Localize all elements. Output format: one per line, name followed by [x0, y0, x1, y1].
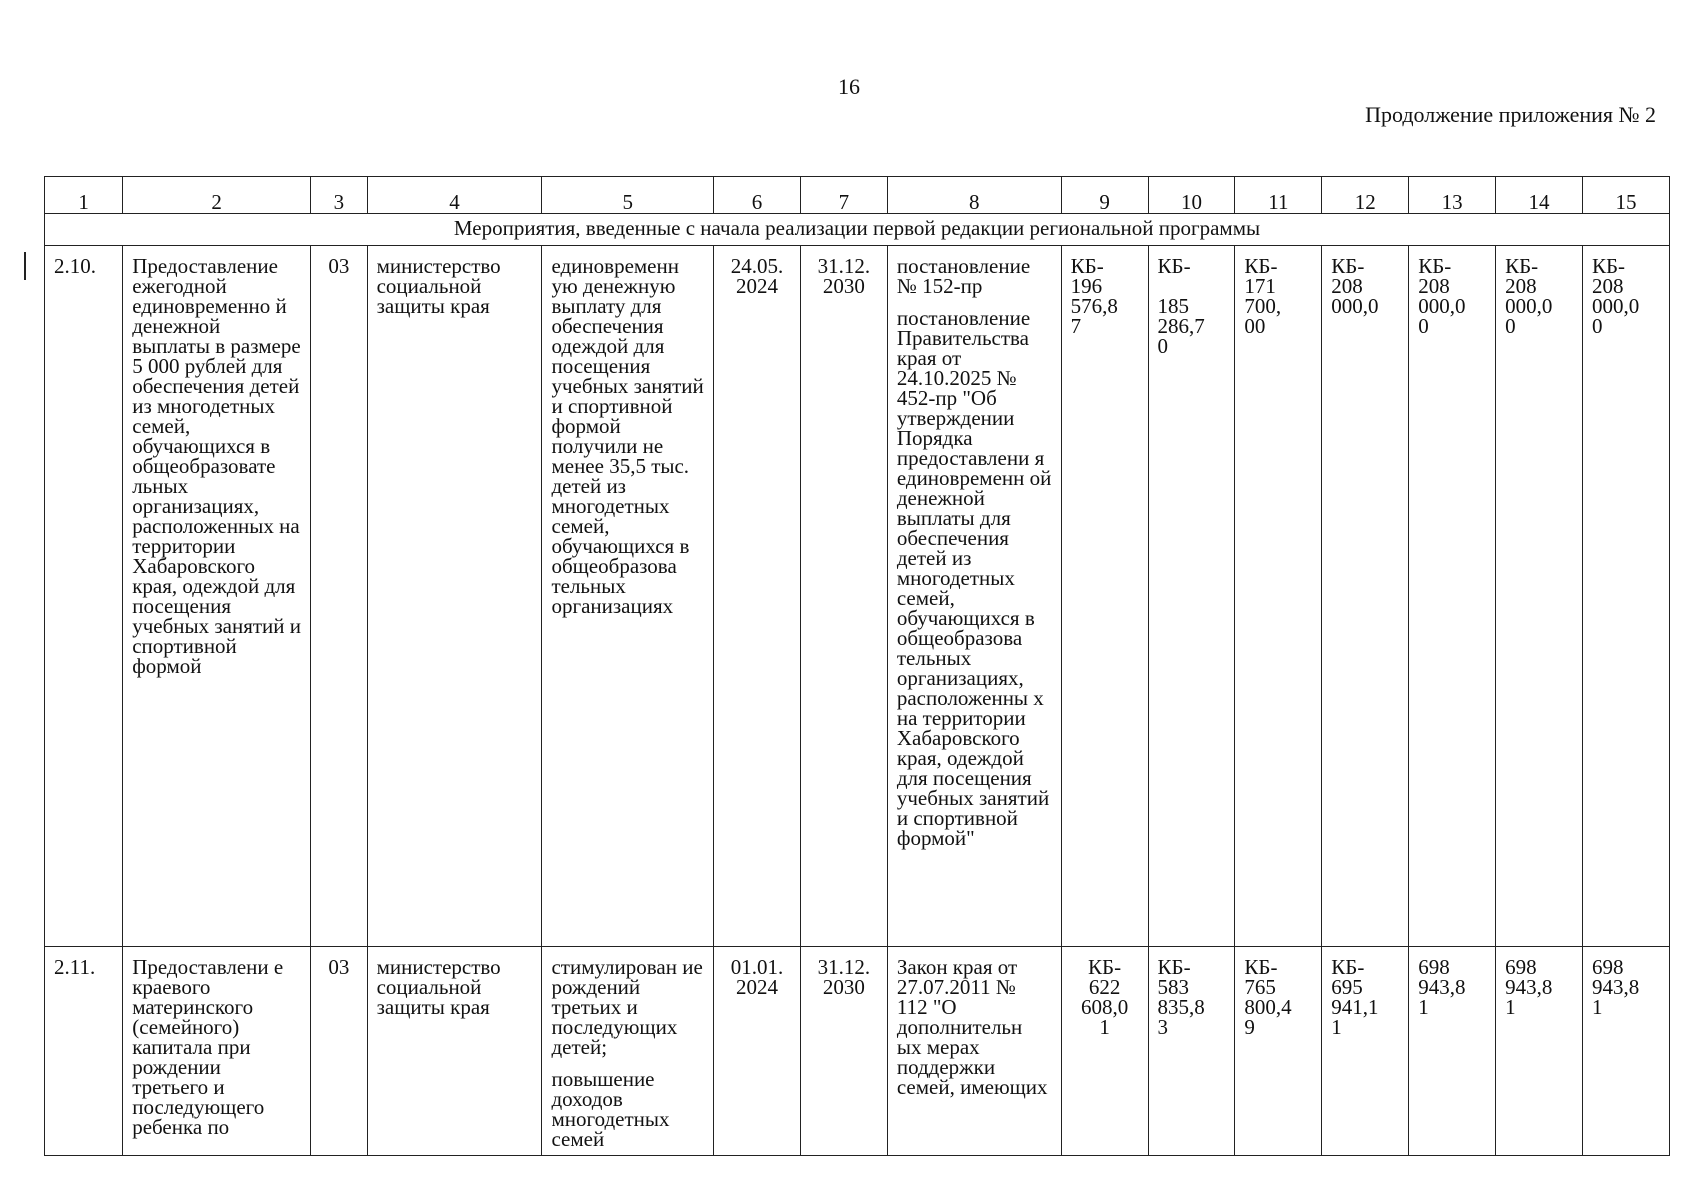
code-cell: 03	[311, 947, 367, 1156]
column-number: 1	[45, 177, 123, 214]
funding-cell: КБ- 622 608,0 1	[1061, 947, 1148, 1156]
program-table	[44, 176, 1670, 1156]
column-number: 15	[1582, 177, 1669, 214]
row-number: 2.10.	[45, 246, 123, 947]
column-number: 4	[367, 177, 542, 214]
column-number: 13	[1409, 177, 1496, 214]
basis-cell	[887, 246, 1061, 947]
column-number: 9	[1061, 177, 1148, 214]
funding-cell: КБ- 208 000,0 0	[1582, 246, 1669, 947]
measure-name: Предоставлени е краевого материнского (семейного) капитала при рождении третьего и последующего ребенка по	[123, 947, 311, 1156]
result-text: повышение доходов многодетных семей	[551, 1067, 670, 1151]
funding-cell: 698 943,8 1	[1409, 947, 1496, 1156]
page-number: 16	[838, 74, 860, 99]
column-number: 12	[1322, 177, 1409, 214]
column-number: 6	[714, 177, 801, 214]
basis-text: Закон края от 27.07.2011 № 112 "О дополнительн ых мерах поддержки семей, имеющих	[896, 955, 1048, 1099]
funding-cell: КБ- 208 000,0 0	[1496, 246, 1583, 947]
start-date: 24.05. 2024	[714, 246, 801, 947]
column-number: 11	[1235, 177, 1322, 214]
start-date: 01.01. 2024	[714, 947, 801, 1156]
column-number: 14	[1496, 177, 1583, 214]
executor-cell: министерство социальной защиты края	[367, 947, 542, 1156]
column-number: 10	[1148, 177, 1235, 214]
column-number-row	[45, 177, 1670, 214]
margin-mark	[24, 252, 26, 280]
column-number: 8	[887, 177, 1061, 214]
code-cell: 03	[311, 246, 367, 947]
basis-text: постановление № 152-пр	[896, 254, 1031, 298]
section-title: Мероприятия, введенные с начала реализации первой редакции региональной программы	[45, 214, 1670, 246]
funding-cell: 698 943,8 1	[1496, 947, 1583, 1156]
measure-name: Предоставление ежегодной единовременно й денежной выплаты в размере 5 000 рублей для обеспечения детей из многодетных семей, обучающихся в общеобразовате льных организациях, расположенных на территории Хабаровского края, одеждой для посещения учебных занятий и спортивной формой	[123, 246, 311, 947]
funding-cell: 698 943,8 1	[1582, 947, 1669, 1156]
funding-cell: КБ- 171 700, 00	[1235, 246, 1322, 947]
funding-cell: КБ- 208 000,0	[1322, 246, 1409, 947]
funding-cell: КБ- 196 576,8 7	[1061, 246, 1148, 947]
basis-text: постановление Правительства края от 24.10.2025 № 452-пр "Об утверждении Порядка предоставлени я единовременн ой денежной выплаты для обеспечения детей из многодетных семей, обучающихся в общеобразова тельных организациях, расположенны х на территории Хабаровского края, одеждой для посещения учебных занятий и спортивной формой"	[896, 306, 1052, 850]
section-title-row	[45, 214, 1670, 246]
funding-cell: КБ- 185 286,7 0	[1148, 246, 1235, 947]
funding-cell: КБ- 695 941,1 1	[1322, 947, 1409, 1156]
funding-cell: КБ- 208 000,0 0	[1409, 246, 1496, 947]
basis-cell	[887, 947, 1061, 1156]
funding-cell: КБ- 765 800,4 9	[1235, 947, 1322, 1156]
result-cell	[542, 246, 714, 947]
column-number: 5	[542, 177, 714, 214]
end-date: 31.12. 2030	[800, 246, 887, 947]
result-cell	[542, 947, 714, 1156]
column-number: 7	[800, 177, 887, 214]
funding-cell: КБ- 583 835,8 3	[1148, 947, 1235, 1156]
column-number: 3	[311, 177, 367, 214]
table-row	[45, 246, 1670, 947]
column-number: 2	[123, 177, 311, 214]
end-date: 31.12. 2030	[800, 947, 887, 1156]
table-row	[45, 947, 1670, 1156]
result-text: единовременн ую денежную выплату для обеспечения одеждой для посещения учебных занятий и спортивной формой получили не менее 35,5 тыс. детей из многодетных семей, обучающихся в общеобразова тельных организациях	[551, 254, 704, 618]
result-text: стимулирован ие рождений третьих и последующих детей;	[551, 955, 703, 1059]
row-number: 2.11.	[45, 947, 123, 1156]
executor-cell: министерство социальной защиты края	[367, 246, 542, 947]
appendix-caption: Продолжение приложения № 2	[1365, 102, 1656, 127]
